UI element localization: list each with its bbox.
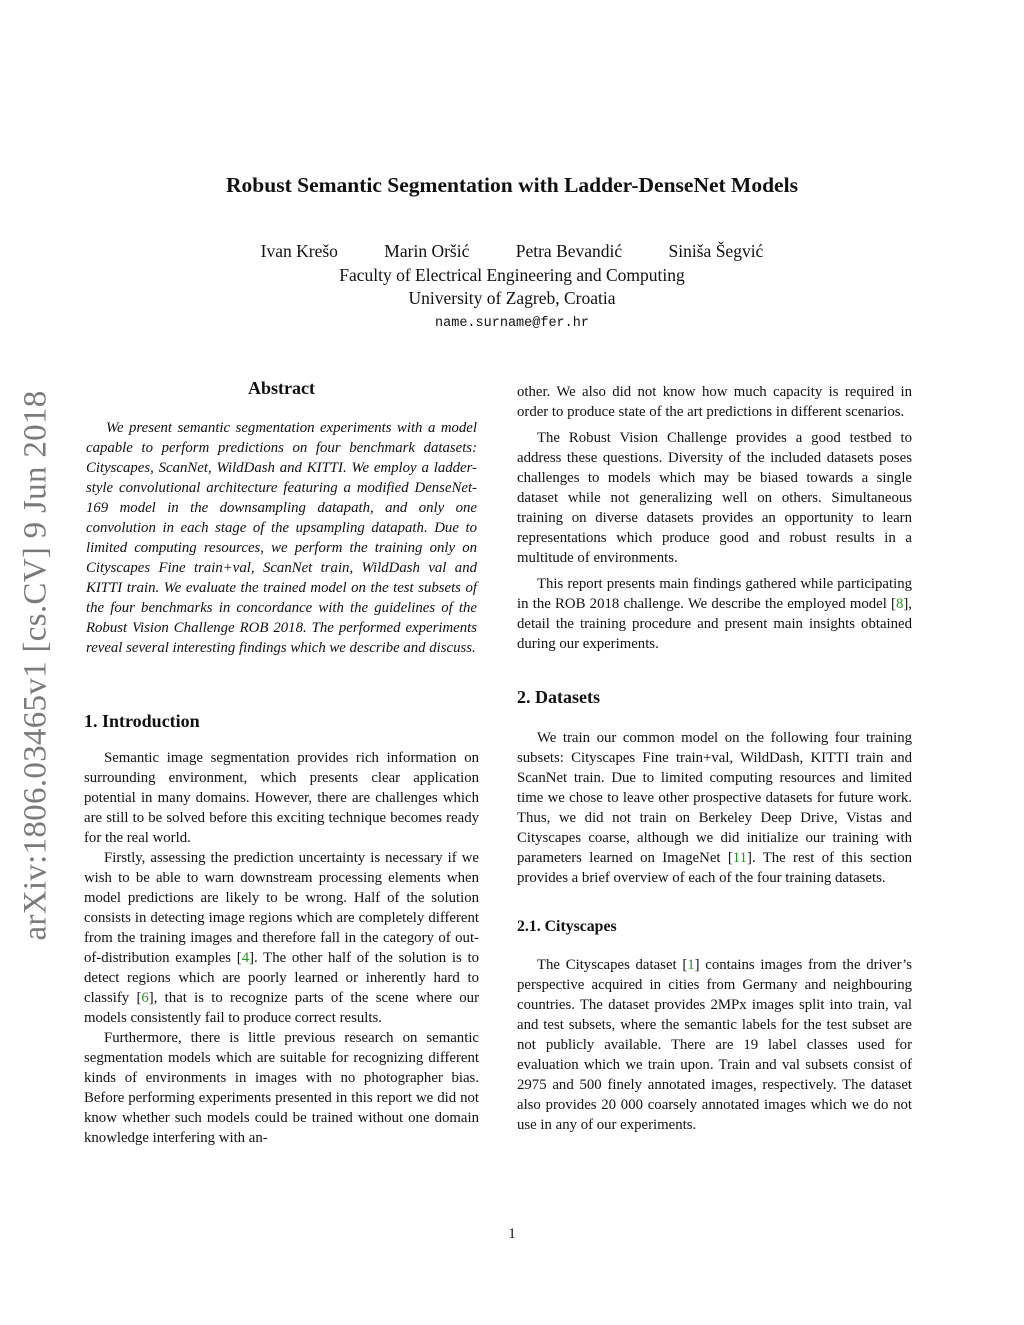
intro-paragraph: The Robust Vision Challenge provides a good testbed to address these questions. Diversity of the included datasets poses challenges to models which may be biased towards a single dataset while not generalizing well on others. Simultaneous training on diverse datasets provides an opportunity to learn representations which produce good and robust results in a multitude of environments. — [517, 430, 912, 566]
author-name: Ivan Krešo — [260, 241, 338, 261]
affiliation-university: University of Zagreb, Croatia — [408, 288, 616, 308]
left-column — [84, 378, 479, 1148]
text-run: ], that is to recognize parts of the scene where our models consistently fail to produce correct results. — [84, 990, 479, 1026]
citation-link[interactable]: 1 — [687, 957, 695, 973]
cityscapes-paragraph — [517, 955, 912, 1135]
datasets-heading: 2. Datasets — [517, 687, 600, 707]
text-run: ]. The other half of the solution is to detect regions which are poorly learned or inherently hard to classify [ — [84, 950, 479, 1006]
arxiv-id: arXiv:1806.03465v1 [cs.CV] 9 Jun 2018 — [17, 389, 54, 941]
arxiv-sidebar-stamp — [18, 365, 54, 965]
paper-title: Robust Semantic Segmentation with Ladder-DenseNet Models — [226, 173, 798, 197]
affiliation-faculty: Faculty of Electrical Engineering and Computing — [339, 265, 685, 285]
text-run: The Cityscapes dataset [ — [537, 957, 688, 973]
intro-paragraph — [517, 574, 912, 654]
citation-link[interactable]: 11 — [732, 850, 748, 866]
intro-paragraph: Semantic image segmentation provides rich information on surrounding environment, which presents clear application potential in many domains. However, there are challenges which are still to be solved before this exciting technique becomes ready for the real world. — [84, 750, 479, 846]
right-column — [517, 382, 912, 1135]
citation-link[interactable]: 4 — [241, 950, 250, 966]
datasets-paragraph — [517, 728, 912, 888]
author-name: Petra Bevandić — [515, 241, 623, 261]
intro-paragraph-continued: other. We also did not know how much capacity is required in order to produce state of the art predictions in different scenarios. — [517, 384, 912, 420]
abstract-heading: Abstract — [248, 378, 315, 398]
intro-paragraph: Furthermore, there is little previous research on semantic segmentation models which are suitable for recognizing different kinds of environments in images with no photographer bias. Before performing experiments presented in this report we did not know whether such models could be trained without one domain knowledge interfering with an- — [84, 1030, 479, 1146]
abstract-text: We present semantic segmentation experiments with a model capable to perform predictions on four benchmark datasets: Cityscapes, ScanNet, WildDash and KITTI. We employ a ladder-style convolutional architecture featuring a modified DenseNet-169 model in the downsampling datapath, and only one convolution in each stage of the upsampling datapath. Due to limited computing resources, we perform the training only on Cityscapes Fine train+val, ScanNet train, WildDash val and KITTI train. We evaluate the trained model on the test subsets of the four benchmarks in concordance with the guidelines of the Robust Vision Challenge ROB 2018. The performed experiments reveal several interesting findings which we describe and discuss. — [86, 420, 477, 656]
author-list — [0, 241, 1024, 262]
text-run: ], detail the training procedure and present main insights obtained during our experiments. — [517, 596, 912, 652]
text-run: We train our common model on the following four training subsets: Cityscapes Fine train+val, WildDash, KITTI train and ScanNet train. Due to limited computing resources and limited time we chose to leave other prospective datasets for future work. Thus, we did not train on Berkeley Deep Drive, Vistas and Cityscapes coarse, although we did initialize our training with parameters learned on ImageNet [ — [517, 730, 912, 866]
text-run: This report presents main findings gathered while participating in the ROB 2018 challenge. We describe the employed model [ — [517, 576, 912, 612]
text-run: ]. The rest of this section provides a brief overview of each of the four training datasets. — [517, 850, 913, 886]
citation-link[interactable]: 6 — [141, 990, 149, 1006]
author-name: Siniša Šegvić — [668, 241, 764, 261]
intro-paragraph — [84, 848, 479, 1028]
introduction-heading: 1. Introduction — [84, 711, 200, 731]
author-email: name.surname@fer.hr — [435, 316, 589, 331]
page-number: 1 — [508, 1226, 516, 1242]
cityscapes-heading: 2.1. Cityscapes — [517, 918, 617, 935]
text-run: Firstly, assessing the prediction uncertainty is necessary if we wish to be able to warn downstream processing elements when model predictions are likely to be wrong. Half of the solution consists in detecting image regions which are completely different from the training images and therefore fall in the category of out-of-distribution examples [ — [84, 850, 479, 966]
author-name: Marin Oršić — [384, 241, 470, 261]
text-run: ] contains images from the driver’s perspective acquired in cities from Germany and neighbouring countries. The dataset provides 2MPx images split into train, val and test subsets, where the semantic labels for the test subset are not publicly available. There are 19 label classes used for evaluation which we train upon. Train and val subsets consist of 2975 and 500 finely annotated images, respectively. The dataset also provides 20 000 coarsely annotated images which we do not use in any of our experiments. — [517, 957, 912, 1133]
citation-link[interactable]: 8 — [895, 596, 904, 612]
